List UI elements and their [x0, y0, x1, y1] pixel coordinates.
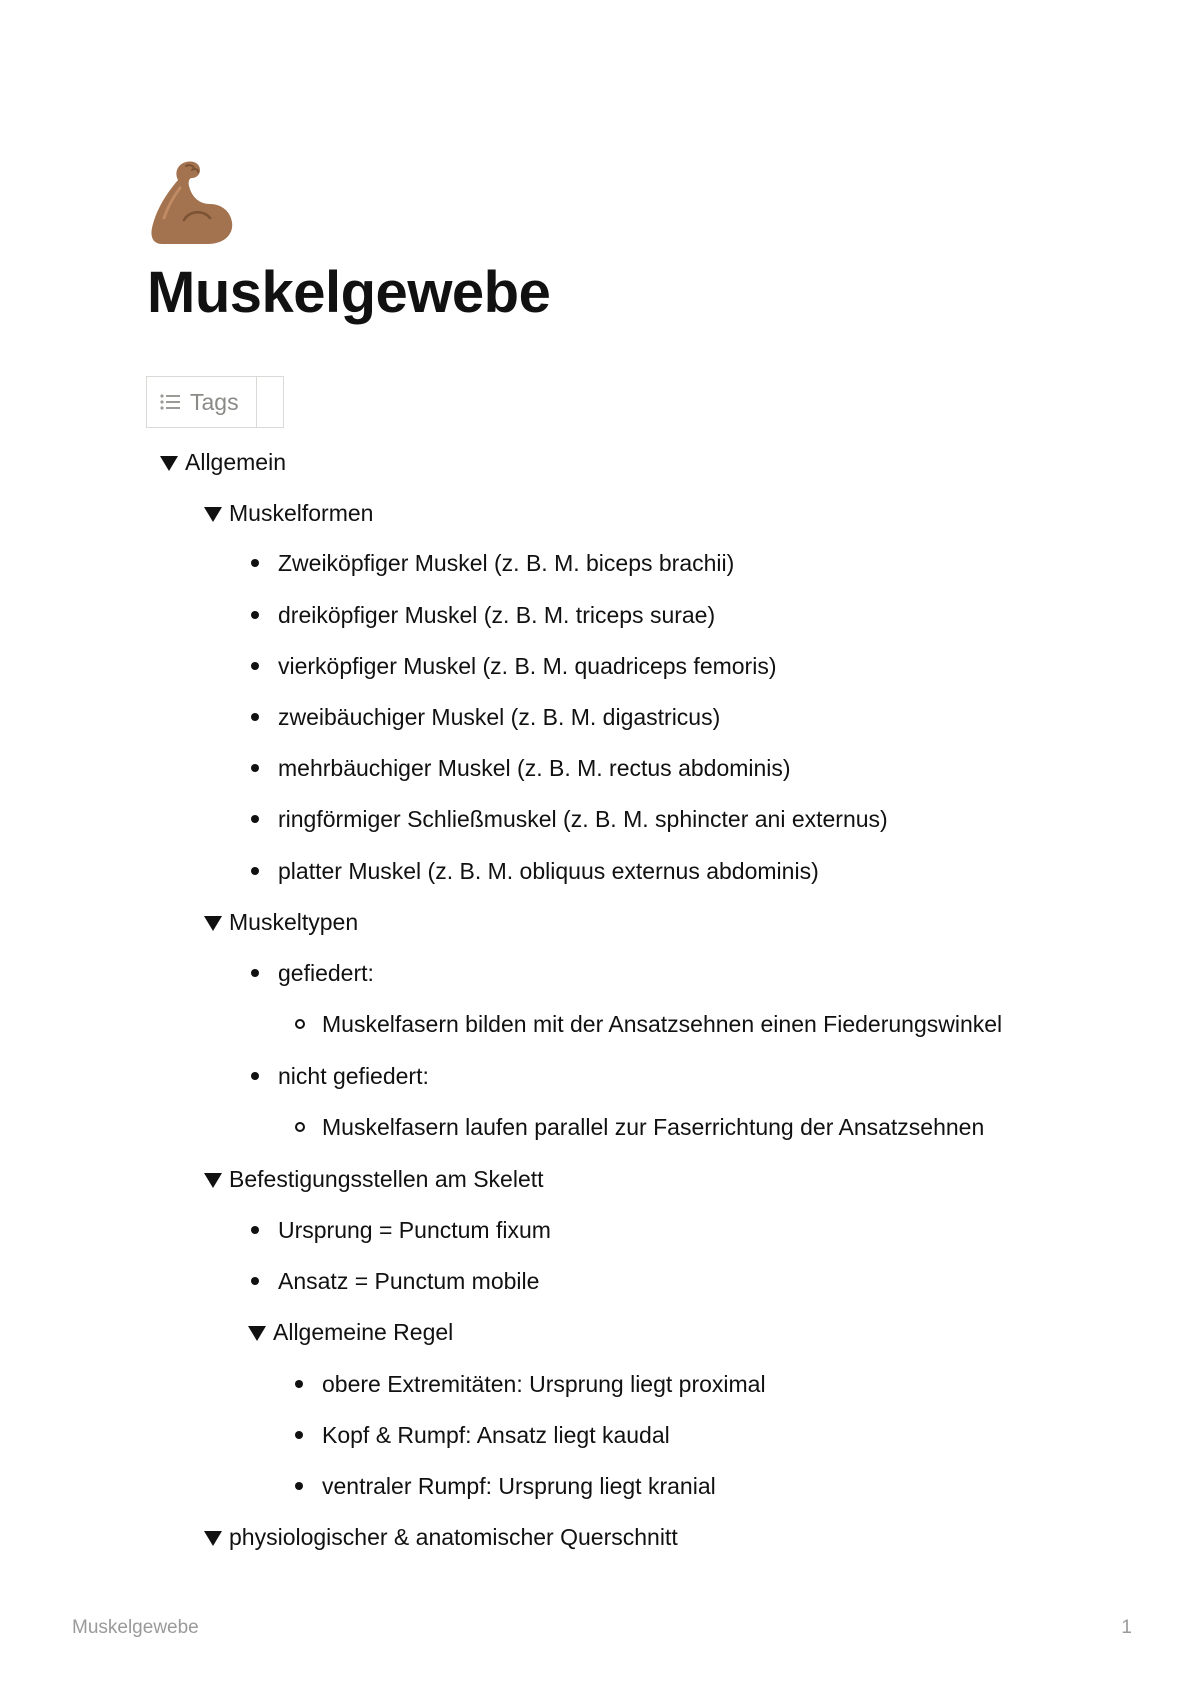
flexed-biceps-icon: [148, 158, 234, 244]
bullet-icon: [295, 1380, 303, 1388]
bullet-icon: [295, 1482, 303, 1490]
bullet-icon: [251, 662, 259, 670]
list-item-text: obere Extremitäten: Ursprung liegt proximal: [322, 1371, 766, 1397]
toggle-querschnitt[interactable]: [204, 1521, 678, 1553]
list-item-text: Ansatz = Punctum mobile: [278, 1268, 540, 1294]
bullet-icon: [295, 1431, 303, 1439]
list-item: [292, 1368, 766, 1400]
bullet-icon: [251, 713, 259, 721]
list-item-text: mehrbäuchiger Muskel (z. B. M. rectus abdominis): [278, 755, 791, 781]
sub-list-item: [292, 1008, 1002, 1040]
list-item: [248, 547, 734, 579]
toggle-allgemein[interactable]: [160, 446, 286, 478]
toggle-triangle-icon[interactable]: [160, 456, 178, 471]
sub-list-item: [292, 1111, 984, 1143]
toggle-triangle-icon[interactable]: [204, 1173, 222, 1188]
toggle-befestigungsstellen[interactable]: [204, 1163, 544, 1195]
list-item: [248, 957, 374, 989]
bullet-icon: [251, 559, 259, 567]
tags-property[interactable]: [146, 376, 284, 428]
list-item: [248, 855, 819, 887]
list-item-text: ringförmiger Schließmuskel (z. B. M. sphincter ani externus): [278, 806, 888, 832]
list-item: [292, 1419, 670, 1451]
list-item-text: Ursprung = Punctum fixum: [278, 1217, 551, 1243]
list-item-text: Muskelfasern bilden mit der Ansatzsehnen einen Fiederungswinkel: [322, 1011, 1003, 1037]
toggle-triangle-icon[interactable]: [204, 1531, 222, 1546]
list-item-text: vierköpfiger Muskel (z. B. M. quadriceps femoris): [278, 653, 777, 679]
toggle-triangle-icon[interactable]: [204, 916, 222, 931]
toggle-muskelformen[interactable]: [204, 497, 373, 529]
list-item: [248, 1214, 551, 1246]
toggle-label: Muskelformen: [229, 500, 374, 526]
bullet-icon: [251, 1226, 259, 1234]
list-icon: [159, 391, 181, 413]
list-item: [248, 1060, 429, 1092]
list-item: [248, 650, 777, 682]
toggle-label: Befestigungsstellen am Skelett: [229, 1166, 544, 1192]
list-item: [248, 803, 888, 835]
list-item: [248, 599, 715, 631]
list-item-text: Muskelfasern laufen parallel zur Faserrichtung der Ansatzsehnen: [322, 1114, 985, 1140]
bullet-icon: [251, 969, 259, 977]
bullet-icon: [251, 611, 259, 619]
bullet-icon: [251, 1072, 259, 1080]
list-item-text: gefiedert:: [278, 960, 374, 986]
list-item-text: dreiköpfiger Muskel (z. B. M. triceps surae): [278, 602, 716, 628]
list-item: [248, 752, 791, 784]
circle-bullet-icon: [295, 1019, 305, 1029]
toggle-allgemeine-regel[interactable]: [248, 1316, 453, 1348]
toggle-triangle-icon[interactable]: [248, 1326, 266, 1341]
list-item-text: nicht gefiedert:: [278, 1063, 429, 1089]
footer-page-number: 1: [1121, 1617, 1132, 1638]
circle-bullet-icon: [295, 1122, 305, 1132]
tags-label: Tags: [190, 388, 239, 415]
toggle-muskeltypen[interactable]: [204, 906, 358, 938]
toggle-label: Muskeltypen: [229, 909, 359, 935]
bullet-icon: [251, 764, 259, 772]
list-item-text: platter Muskel (z. B. M. obliquus externus abdominis): [278, 858, 819, 884]
list-item: [248, 1265, 539, 1297]
page-title: Muskelgewebe: [147, 260, 551, 325]
list-item-text: zweibäuchiger Muskel (z. B. M. digastricus): [278, 704, 721, 730]
list-item-text: Kopf & Rumpf: Ansatz liegt kaudal: [322, 1422, 670, 1448]
bullet-icon: [251, 867, 259, 875]
list-item-text: ventraler Rumpf: Ursprung liegt kranial: [322, 1473, 716, 1499]
bullet-icon: [251, 1277, 259, 1285]
toggle-label: Allgemeine Regel: [273, 1319, 454, 1345]
tags-value[interactable]: [257, 377, 283, 427]
list-item-text: Zweiköpfiger Muskel (z. B. M. biceps brachii): [278, 550, 735, 576]
toggle-label: Allgemein: [185, 449, 286, 475]
toggle-label: physiologischer & anatomischer Querschnitt: [229, 1524, 678, 1550]
footer-doc-name: Muskelgewebe: [72, 1617, 199, 1638]
bullet-icon: [251, 815, 259, 823]
list-item: [292, 1470, 716, 1502]
tags-label-cell: [147, 377, 257, 427]
list-item: [248, 701, 720, 733]
toggle-triangle-icon[interactable]: [204, 507, 222, 522]
